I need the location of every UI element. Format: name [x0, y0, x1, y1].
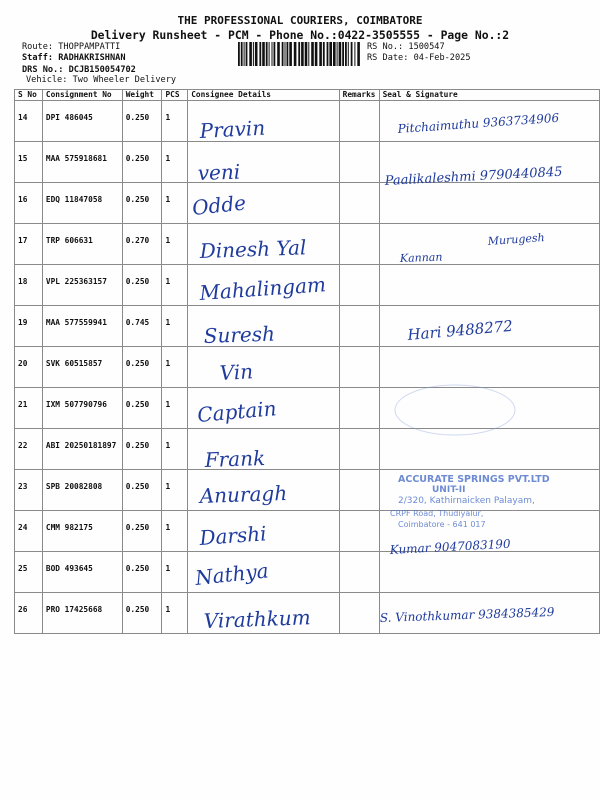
signature-cell — [379, 429, 599, 470]
consignee-handwriting: Pravin — [199, 115, 266, 143]
company-title: THE PROFESSIONAL COURIERS, COIMBATORE — [177, 14, 423, 27]
consignee-cell — [188, 388, 339, 429]
barcode-bar — [255, 42, 258, 66]
column-header-consignment: Consignment No — [42, 90, 122, 101]
table-row — [15, 429, 600, 470]
column-header-sno: S No — [15, 90, 43, 101]
signature-handwriting: Hari 9488272 — [406, 316, 514, 344]
barcode-bar — [249, 42, 252, 66]
barcode-bar — [289, 42, 292, 66]
sno-cell: 17 — [15, 224, 43, 265]
drs-label: DRS No.: — [22, 65, 64, 75]
barcode-bar — [294, 42, 297, 66]
remarks-cell — [339, 142, 379, 183]
consignment-cell: ABI 20250181897 — [42, 429, 122, 470]
signature-cell — [379, 183, 599, 224]
runsheet-table — [14, 89, 600, 634]
table-row — [15, 470, 600, 511]
barcode-bar — [298, 42, 300, 66]
runsheet-subtitle: Delivery Runsheet - PCM - Phone No.:0422-3505555 - Page No.:2 — [90, 28, 510, 42]
consignment-cell: PRO 17425668 — [42, 593, 122, 634]
weight-cell: 0.250 — [122, 388, 162, 429]
barcode-bar — [266, 42, 268, 66]
weight-cell: 0.270 — [122, 224, 162, 265]
weight-cell: 0.250 — [122, 429, 162, 470]
rs-no-label: RS No.: — [367, 42, 404, 52]
signature-cell — [379, 101, 599, 142]
sno-cell: 16 — [15, 183, 43, 224]
table-row — [15, 265, 600, 306]
barcode-bar — [333, 42, 336, 66]
consignment-cell: MAA 575918681 — [42, 142, 122, 183]
consignee-handwriting: Virathkum — [203, 605, 311, 633]
table-row — [15, 306, 600, 347]
signature-handwriting: Kumar 9047083190 — [389, 536, 511, 557]
weight-cell: 0.250 — [122, 593, 162, 634]
barcode-bar — [351, 42, 353, 66]
barcode-bar — [354, 42, 355, 66]
table-row — [15, 142, 600, 183]
table-row — [15, 593, 600, 634]
barcode-bar — [345, 42, 347, 66]
barcode-bar — [287, 42, 289, 66]
barcode-bar — [277, 42, 280, 66]
barcode-bar — [357, 42, 360, 66]
signature-cell — [379, 265, 599, 306]
vehicle-line — [26, 75, 176, 86]
consignment-cell: CMM 982175 — [42, 511, 122, 552]
remarks-cell — [339, 101, 379, 142]
pcs-cell: 1 — [162, 511, 188, 552]
remarks-cell — [339, 224, 379, 265]
stamp-line3: 2/320, Kathirnaicken Palayam, — [398, 496, 535, 506]
pcs-cell: 1 — [162, 552, 188, 593]
consignee-cell — [188, 347, 339, 388]
barcode-bar — [311, 42, 314, 66]
table-row — [15, 101, 600, 142]
signature-cell — [379, 552, 599, 593]
barcode-bar — [238, 42, 240, 66]
route-line — [22, 42, 120, 53]
barcode — [238, 42, 360, 66]
pcs-cell: 1 — [162, 429, 188, 470]
pcs-cell: 1 — [162, 388, 188, 429]
remarks-cell — [339, 470, 379, 511]
barcode-bar — [323, 42, 325, 66]
column-header-pcs: PCS — [162, 90, 188, 101]
route-label: Route: — [22, 42, 54, 52]
barcode-bar — [274, 42, 276, 66]
pcs-cell: 1 — [162, 306, 188, 347]
consignee-handwriting: Captain — [196, 396, 278, 427]
barcode-bar — [315, 42, 318, 66]
barcode-bar — [269, 42, 270, 66]
signature-cell — [379, 142, 599, 183]
consignee-cell — [188, 142, 339, 183]
rs-date-value: 04-Feb-2025 — [413, 53, 471, 63]
barcode-bar — [308, 42, 309, 66]
consignee-cell — [188, 593, 339, 634]
consignee-handwriting: Darshi — [198, 521, 268, 550]
weight-cell: 0.250 — [122, 142, 162, 183]
stamp-line2: UNIT-II — [432, 485, 466, 495]
pcs-cell: 1 — [162, 593, 188, 634]
table-row — [15, 552, 600, 593]
consignment-cell: DPI 486045 — [42, 101, 122, 142]
barcode-bar — [342, 42, 344, 66]
table-row — [15, 388, 600, 429]
rs-no-line — [367, 42, 445, 53]
sno-cell: 22 — [15, 429, 43, 470]
remarks-cell — [339, 593, 379, 634]
consignee-handwriting: Odde — [191, 190, 248, 220]
barcode-bar — [339, 42, 342, 66]
consignee-cell — [188, 429, 339, 470]
pcs-cell: 1 — [162, 224, 188, 265]
consignee-handwriting: Dinesh Yal — [199, 235, 307, 263]
barcode-bar — [246, 42, 248, 66]
signature-handwriting: S. Vinothkumar 9384385429 — [379, 604, 555, 625]
consignee-cell — [188, 552, 339, 593]
column-header-seal: Seal & Signature — [379, 90, 599, 101]
pcs-cell: 1 — [162, 265, 188, 306]
consignee-handwriting: Anuragh — [199, 480, 288, 508]
weight-cell: 0.250 — [122, 552, 162, 593]
consignee-cell — [188, 265, 339, 306]
consignee-handwriting: veni — [197, 159, 241, 185]
signature-cell — [379, 511, 599, 552]
sno-cell: 19 — [15, 306, 43, 347]
consignee-cell — [188, 511, 339, 552]
consignee-handwriting: Suresh — [203, 321, 276, 348]
sno-cell: 26 — [15, 593, 43, 634]
remarks-cell — [339, 511, 379, 552]
consignment-cell: BOD 493645 — [42, 552, 122, 593]
table-row — [15, 511, 600, 552]
staff-value: RADHAKRISHNAN — [58, 53, 126, 63]
rs-date-line — [367, 53, 471, 64]
sno-cell: 14 — [15, 101, 43, 142]
stamp-line1: ACCURATE SPRINGS PVT.LTD — [398, 474, 550, 485]
signature-cell — [379, 224, 599, 265]
remarks-cell — [339, 429, 379, 470]
signature-handwriting: Murugesh — [487, 231, 546, 248]
consignee-handwriting: Mahalingam — [198, 272, 327, 305]
pcs-cell: 1 — [162, 101, 188, 142]
consignment-cell: IXM 507790796 — [42, 388, 122, 429]
consignee-handwriting: Frank — [204, 445, 266, 472]
remarks-cell — [339, 265, 379, 306]
consignee-cell — [188, 183, 339, 224]
staff-line — [22, 53, 126, 64]
table-row — [15, 224, 600, 265]
remarks-cell — [339, 183, 379, 224]
pcs-cell: 1 — [162, 183, 188, 224]
stamp-line4: CRPF Road, Thudiyalur, — [390, 509, 484, 518]
consignment-cell: MAA 577559941 — [42, 306, 122, 347]
weight-cell: 0.745 — [122, 306, 162, 347]
consignee-cell — [188, 224, 339, 265]
consignee-cell — [188, 470, 339, 511]
pcs-cell: 1 — [162, 347, 188, 388]
column-header-remarks: Remarks — [339, 90, 379, 101]
signature-cell — [379, 470, 599, 511]
drs-value: DCJB150054702 — [68, 65, 136, 75]
sno-cell: 18 — [15, 265, 43, 306]
sno-cell: 21 — [15, 388, 43, 429]
barcode-bar — [337, 42, 338, 66]
barcode-bar — [348, 42, 349, 66]
barcode-bar — [244, 42, 245, 66]
consignee-handwriting: Vin — [219, 359, 254, 385]
weight-cell: 0.250 — [122, 183, 162, 224]
barcode-bar — [272, 42, 273, 66]
consignee-handwriting: Nathya — [194, 558, 270, 590]
remarks-cell — [339, 552, 379, 593]
sno-cell: 24 — [15, 511, 43, 552]
remarks-cell — [339, 306, 379, 347]
route-value: THOPPAMPATTI — [58, 42, 121, 52]
weight-cell: 0.250 — [122, 265, 162, 306]
signature-cell — [379, 593, 599, 634]
signature-handwriting: Paalikaleshmi 9790440845 — [384, 164, 563, 189]
stamp-line5: Coimbatore - 641 017 — [398, 520, 486, 529]
pcs-cell: 1 — [162, 470, 188, 511]
pcs-cell: 1 — [162, 142, 188, 183]
signature-cell — [379, 306, 599, 347]
barcode-bar — [241, 42, 243, 66]
signature-handwriting: Pitchaimuthu 9363734906 — [397, 110, 560, 136]
sno-cell: 25 — [15, 552, 43, 593]
signature-handwriting: Kannan — [399, 250, 443, 265]
remarks-cell — [339, 388, 379, 429]
barcode-bar — [319, 42, 322, 66]
barcode-bar — [305, 42, 308, 66]
barcode-bar — [301, 42, 304, 66]
weight-cell: 0.250 — [122, 511, 162, 552]
barcode-bar — [285, 42, 286, 66]
consignment-cell: SVK 60515857 — [42, 347, 122, 388]
barcode-bar — [262, 42, 265, 66]
column-header-weight: Weight — [122, 90, 162, 101]
weight-cell: 0.250 — [122, 101, 162, 142]
barcode-bar — [329, 42, 332, 66]
consignment-cell: EDQ 11847058 — [42, 183, 122, 224]
weight-cell: 0.250 — [122, 470, 162, 511]
rs-no-value: 1500547 — [408, 42, 445, 52]
vehicle-value: Two Wheeler Delivery — [72, 75, 177, 85]
consignment-cell: VPL 225363157 — [42, 265, 122, 306]
barcode-bar — [327, 42, 329, 66]
staff-label: Staff: — [22, 53, 54, 63]
consignment-cell: TRP 606631 — [42, 224, 122, 265]
column-header-consignee: Consignee Details — [188, 90, 339, 101]
table-header-row — [15, 90, 600, 101]
signature-cell — [379, 388, 599, 429]
rs-date-label: RS Date: — [367, 53, 409, 63]
barcode-bar — [259, 42, 261, 66]
sno-cell: 20 — [15, 347, 43, 388]
consignee-cell — [188, 101, 339, 142]
signature-cell — [379, 347, 599, 388]
weight-cell: 0.250 — [122, 347, 162, 388]
vehicle-label: Vehicle: — [26, 75, 68, 85]
consignee-cell — [188, 306, 339, 347]
sno-cell: 23 — [15, 470, 43, 511]
barcode-bar — [253, 42, 254, 66]
remarks-cell — [339, 347, 379, 388]
consignment-cell: SPB 20082808 — [42, 470, 122, 511]
barcode-bar — [282, 42, 284, 66]
table-row — [15, 347, 600, 388]
sno-cell: 15 — [15, 142, 43, 183]
table-row — [15, 183, 600, 224]
